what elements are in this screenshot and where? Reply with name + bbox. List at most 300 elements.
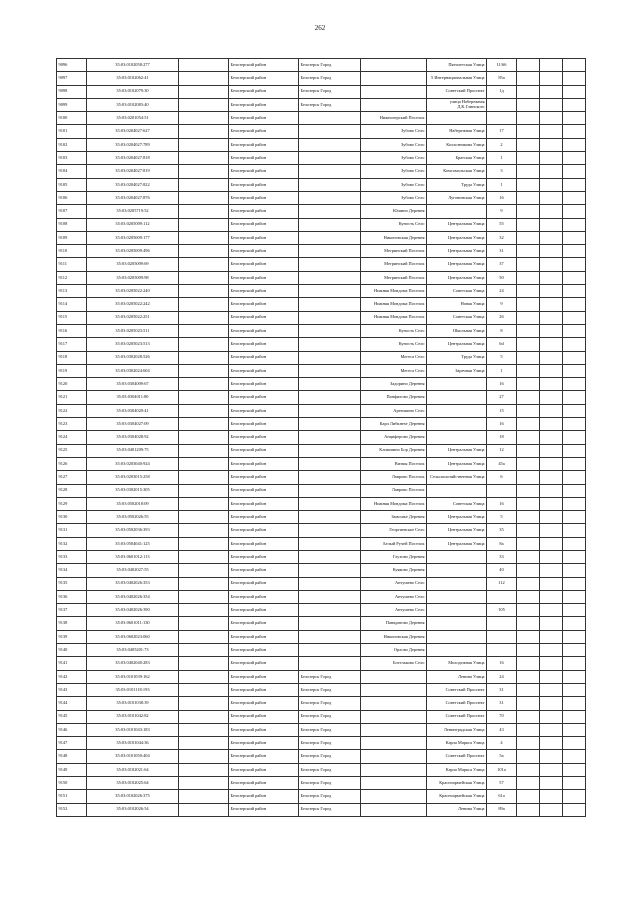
cell-num: 9136 xyxy=(57,590,87,603)
cell-empty xyxy=(517,710,540,723)
cell-settlement: Артюшино Село xyxy=(361,404,427,417)
cell-empty xyxy=(517,471,540,484)
cell-num: 9126 xyxy=(57,457,87,470)
cell-settlement: Лаврово Поселок xyxy=(361,484,427,497)
cell-district: Белозерский район xyxy=(229,431,299,444)
cell-cad: 35:03:0402040:283 xyxy=(87,657,179,670)
cell-empty xyxy=(179,298,229,311)
cell-city: Белозерск Город xyxy=(299,670,361,683)
cell-num: 9139 xyxy=(57,630,87,643)
cell-num: 9113 xyxy=(57,285,87,298)
cell-district: Белозерский район xyxy=(229,644,299,657)
cell-empty xyxy=(517,391,540,404)
table-row xyxy=(57,511,586,524)
table-row xyxy=(57,710,586,723)
cell-empty xyxy=(179,683,229,696)
cell-city xyxy=(299,471,361,484)
cell-num: 9107 xyxy=(57,205,87,218)
cell-city xyxy=(299,138,361,151)
cell-street: Красноармейская Улица xyxy=(427,790,487,803)
cell-city: Белозерск Город xyxy=(299,59,361,72)
cell-district: Белозерский район xyxy=(229,245,299,258)
cell-district: Белозерский район xyxy=(229,364,299,377)
cell-empty xyxy=(179,418,229,431)
cell-house: 1д xyxy=(487,85,517,98)
cell-num: 9104 xyxy=(57,165,87,178)
cell-empty xyxy=(179,471,229,484)
cell-empty xyxy=(563,245,586,258)
cell-empty xyxy=(179,324,229,337)
cell-house: 5а xyxy=(487,750,517,763)
cell-cad: 35:03:0204027:789 xyxy=(87,138,179,151)
cell-empty xyxy=(179,59,229,72)
cell-city: Белозерск Город xyxy=(299,750,361,763)
cell-num: 9100 xyxy=(57,112,87,125)
cell-cad: 35:03:0304011:80 xyxy=(87,391,179,404)
cell-house xyxy=(487,590,517,603)
table-row xyxy=(57,790,586,803)
cell-city xyxy=(299,311,361,324)
cell-num: 9151 xyxy=(57,790,87,803)
cell-empty xyxy=(540,338,563,351)
cell-district: Белозерский район xyxy=(229,98,299,111)
cell-empty xyxy=(517,484,540,497)
cell-city xyxy=(299,577,361,590)
cell-house: 70 xyxy=(487,710,517,723)
cell-empty xyxy=(563,723,586,736)
table-row xyxy=(57,737,586,750)
cell-empty xyxy=(540,484,563,497)
cell-empty xyxy=(517,657,540,670)
cell-cad: 35:03:0205009:98 xyxy=(87,271,179,284)
cell-empty xyxy=(179,338,229,351)
cell-district: Белозерский район xyxy=(229,590,299,603)
cell-house: 16 xyxy=(487,191,517,204)
cell-empty xyxy=(563,72,586,85)
cell-street: Центральная Улица xyxy=(427,524,487,537)
cell-empty xyxy=(563,431,586,444)
cell-settlement: Куность Село xyxy=(361,324,427,337)
cell-house: 17 xyxy=(487,125,517,138)
cell-street: Труда Улица xyxy=(427,178,487,191)
cell-cad: 35:03:0102058:277 xyxy=(87,59,179,72)
cell-district: Белозерский район xyxy=(229,165,299,178)
cell-house: 16 xyxy=(487,657,517,670)
cell-settlement: Куяково Деревня xyxy=(361,564,427,577)
cell-settlement: Антушево Село xyxy=(361,577,427,590)
cell-empty xyxy=(517,737,540,750)
cell-house: 45а xyxy=(487,457,517,470)
cell-cad: 35:03:0205009:69 xyxy=(87,258,179,271)
cell-cad: 35:03:0601011:130 xyxy=(87,617,179,630)
cell-empty xyxy=(563,497,586,510)
cell-empty xyxy=(517,112,540,125)
cell-district: Белозерский район xyxy=(229,790,299,803)
table-row xyxy=(57,364,586,377)
cell-empty xyxy=(540,285,563,298)
cell-cad: 35:03:0201054:51 xyxy=(87,112,179,125)
cell-district: Белозерский район xyxy=(229,497,299,510)
cell-empty xyxy=(540,364,563,377)
cell-house: 6d xyxy=(487,338,517,351)
cell-city xyxy=(299,497,361,510)
cell-street xyxy=(427,577,487,590)
cell-empty xyxy=(540,431,563,444)
cell-empty xyxy=(540,524,563,537)
cell-empty xyxy=(563,285,586,298)
cell-district: Белозерский район xyxy=(229,271,299,284)
cell-empty xyxy=(540,271,563,284)
cell-empty xyxy=(179,803,229,816)
table-row xyxy=(57,178,586,191)
table-row xyxy=(57,298,586,311)
cell-num: 9101 xyxy=(57,125,87,138)
cell-empty xyxy=(563,165,586,178)
cell-house: 31 xyxy=(487,683,517,696)
cell-empty xyxy=(517,298,540,311)
cell-house: 33 xyxy=(487,550,517,563)
cell-num: 9097 xyxy=(57,72,87,85)
cell-settlement xyxy=(361,790,427,803)
table-row xyxy=(57,152,586,165)
cell-empty xyxy=(517,550,540,563)
cell-cad: 35:03:0101043:183 xyxy=(87,723,179,736)
cell-cad: 35:03:0102021:64 xyxy=(87,763,179,776)
cell-empty xyxy=(563,537,586,550)
table-row xyxy=(57,723,586,736)
cell-district: Белозерский район xyxy=(229,511,299,524)
cell-district: Белозерский район xyxy=(229,391,299,404)
cell-num: 9145 xyxy=(57,710,87,723)
cell-empty xyxy=(179,98,229,111)
cell-empty xyxy=(563,683,586,696)
cell-house: 112 xyxy=(487,577,517,590)
cell-num: 9109 xyxy=(57,231,87,244)
table-row xyxy=(57,444,586,457)
cell-house: 31 xyxy=(487,697,517,710)
cell-city xyxy=(299,245,361,258)
cell-num: 9119 xyxy=(57,364,87,377)
cell-settlement xyxy=(361,683,427,696)
cell-street: Комсомольская Улица xyxy=(427,165,487,178)
cell-empty xyxy=(179,670,229,683)
cell-district: Белозерский район xyxy=(229,378,299,391)
cell-empty xyxy=(563,125,586,138)
cell-street: Центральная Улица xyxy=(427,271,487,284)
cell-settlement: Куность Село xyxy=(361,338,427,351)
cell-empty xyxy=(540,311,563,324)
cell-house: 16 xyxy=(487,418,517,431)
cell-empty xyxy=(540,125,563,138)
cell-cad: 35:03:0101050:404 xyxy=(87,750,179,763)
cell-empty xyxy=(540,617,563,630)
cell-num: 9128 xyxy=(57,484,87,497)
cell-house: 35 xyxy=(487,524,517,537)
cell-city xyxy=(299,511,361,524)
cell-num: 9146 xyxy=(57,723,87,736)
registry-table xyxy=(56,58,586,817)
cell-cad: 35:03:0302015:305 xyxy=(87,484,179,497)
cell-empty xyxy=(179,750,229,763)
cell-empty xyxy=(563,191,586,204)
table-row xyxy=(57,777,586,790)
cell-empty xyxy=(179,564,229,577)
cell-empty xyxy=(179,165,229,178)
cell-city xyxy=(299,418,361,431)
cell-city: Белозерск Город xyxy=(299,697,361,710)
cell-empty xyxy=(179,457,229,470)
cell-empty xyxy=(540,497,563,510)
cell-cad: 35:03:0203015:258 xyxy=(87,471,179,484)
cell-empty xyxy=(563,803,586,816)
cell-empty xyxy=(563,112,586,125)
cell-empty xyxy=(517,564,540,577)
cell-empty xyxy=(517,431,540,444)
cell-empty xyxy=(563,590,586,603)
cell-city xyxy=(299,444,361,457)
cell-house xyxy=(487,617,517,630)
table-row xyxy=(57,750,586,763)
cell-settlement: Зубово Село xyxy=(361,178,427,191)
cell-empty xyxy=(563,178,586,191)
cell-empty xyxy=(517,444,540,457)
cell-settlement: Визмы Поселок xyxy=(361,457,427,470)
cell-num: 9130 xyxy=(57,511,87,524)
cell-cad: 35:03:0402026:354 xyxy=(87,590,179,603)
table-row xyxy=(57,311,586,324)
cell-empty xyxy=(179,617,229,630)
table-row xyxy=(57,497,586,510)
cell-empty xyxy=(179,218,229,231)
cell-empty xyxy=(179,231,229,244)
table-row xyxy=(57,391,586,404)
cell-city xyxy=(299,351,361,364)
cell-empty xyxy=(179,178,229,191)
cell-street xyxy=(427,644,487,657)
cell-street: Ленина Улица xyxy=(427,803,487,816)
cell-house: 89а xyxy=(487,803,517,816)
table-row xyxy=(57,72,586,85)
cell-street: Центральная Улица xyxy=(427,338,487,351)
cell-district: Белозерский район xyxy=(229,138,299,151)
cell-num: 9131 xyxy=(57,524,87,537)
cell-street: Луговинская Улица xyxy=(427,191,487,204)
cell-house: 16 xyxy=(487,497,517,510)
cell-empty xyxy=(179,258,229,271)
cell-cad: 35:03:0402026:390 xyxy=(87,604,179,617)
cell-house: 105 xyxy=(487,604,517,617)
cell-cad: 35:03:0205022:242 xyxy=(87,298,179,311)
cell-empty xyxy=(517,85,540,98)
cell-empty xyxy=(179,431,229,444)
cell-num: 9138 xyxy=(57,617,87,630)
cell-num: 9135 xyxy=(57,577,87,590)
cell-empty xyxy=(540,737,563,750)
cell-empty xyxy=(517,138,540,151)
table-row xyxy=(57,697,586,710)
cell-settlement: Лаврово Поселок xyxy=(361,471,427,484)
cell-city: Белозерск Город xyxy=(299,803,361,816)
cell-num: 9147 xyxy=(57,737,87,750)
cell-house xyxy=(487,484,517,497)
cell-cad: 35:03:0205009:496 xyxy=(87,245,179,258)
cell-num: 9106 xyxy=(57,191,87,204)
cell-street xyxy=(427,590,487,603)
cell-street: Советская Улица xyxy=(427,311,487,324)
cell-empty xyxy=(563,311,586,324)
cell-house: 57 xyxy=(487,777,517,790)
cell-street xyxy=(427,630,487,643)
cell-num: 9140 xyxy=(57,644,87,657)
cell-empty xyxy=(517,351,540,364)
cell-num: 9120 xyxy=(57,378,87,391)
cell-empty xyxy=(517,644,540,657)
cell-empty xyxy=(517,697,540,710)
cell-empty xyxy=(517,178,540,191)
cell-district: Белозерский район xyxy=(229,750,299,763)
cell-cad: 35:03:0204027:822 xyxy=(87,178,179,191)
cell-settlement xyxy=(361,98,427,111)
cell-empty xyxy=(179,644,229,657)
cell-street xyxy=(427,404,487,417)
cell-settlement: Никоновская Деревня xyxy=(361,231,427,244)
cell-empty xyxy=(563,351,586,364)
cell-city: Белозерск Город xyxy=(299,723,361,736)
cell-empty xyxy=(517,670,540,683)
cell-num: 9137 xyxy=(57,604,87,617)
table-row xyxy=(57,431,586,444)
cell-cad: 35:03:0205023:511 xyxy=(87,324,179,337)
cell-empty xyxy=(540,763,563,776)
cell-cad: 35:03:0101038:39 xyxy=(87,697,179,710)
cell-empty xyxy=(179,152,229,165)
cell-settlement: Панфилово Деревня xyxy=(361,391,427,404)
cell-city xyxy=(299,484,361,497)
cell-settlement: Орлово Деревня xyxy=(361,644,427,657)
cell-empty xyxy=(563,457,586,470)
cell-street xyxy=(427,112,487,125)
cell-empty xyxy=(517,191,540,204)
cell-settlement: Анциферово Деревня xyxy=(361,431,427,444)
cell-settlement: Зубово Село xyxy=(361,165,427,178)
table-row xyxy=(57,617,586,630)
cell-district: Белозерский район xyxy=(229,604,299,617)
cell-num: 9127 xyxy=(57,471,87,484)
cell-empty xyxy=(179,497,229,510)
cell-empty xyxy=(179,351,229,364)
cell-street: Центральная Улица xyxy=(427,511,487,524)
cell-city xyxy=(299,657,361,670)
cell-num: 9123 xyxy=(57,418,87,431)
cell-city: Белозерск Город xyxy=(299,790,361,803)
cell-street xyxy=(427,484,487,497)
cell-house xyxy=(487,644,517,657)
cell-district: Белозерский район xyxy=(229,324,299,337)
cell-district: Белозерский район xyxy=(229,537,299,550)
cell-settlement: Панкратово Деревня xyxy=(361,617,427,630)
cell-street xyxy=(427,391,487,404)
cell-empty xyxy=(540,564,563,577)
table-row xyxy=(57,324,586,337)
cell-street xyxy=(427,550,487,563)
cell-num: 9133 xyxy=(57,550,87,563)
cell-empty xyxy=(517,763,540,776)
cell-settlement: Юшино Деревня xyxy=(361,205,427,218)
cell-empty xyxy=(517,271,540,284)
cell-empty xyxy=(540,391,563,404)
cell-cad: 35:03:0204027:627 xyxy=(87,125,179,138)
cell-cad: 35:03:0205009:112 xyxy=(87,218,179,231)
cell-empty xyxy=(517,338,540,351)
cell-city xyxy=(299,324,361,337)
cell-district: Белозерский район xyxy=(229,59,299,72)
cell-empty xyxy=(563,710,586,723)
cell-cad: 35:03:0205022:251 xyxy=(87,311,179,324)
cell-house: 11/66 xyxy=(487,59,517,72)
cell-empty xyxy=(517,630,540,643)
cell-district: Белозерский район xyxy=(229,763,299,776)
cell-street: Пятилетская Улица xyxy=(427,59,487,72)
cell-house: 61а xyxy=(487,790,517,803)
cell-settlement: Зубово Село xyxy=(361,191,427,204)
cell-settlement xyxy=(361,803,427,816)
cell-cad: 35:03:0304020:41 xyxy=(87,404,179,417)
cell-settlement xyxy=(361,72,427,85)
cell-cad: 35:03:0304027:09 xyxy=(87,418,179,431)
cell-num: 9143 xyxy=(57,683,87,696)
cell-empty xyxy=(179,537,229,550)
cell-empty xyxy=(179,604,229,617)
cell-settlement xyxy=(361,723,427,736)
cell-settlement: Замошье Деревня xyxy=(361,511,427,524)
table-row xyxy=(57,657,586,670)
cell-empty xyxy=(517,245,540,258)
table-row xyxy=(57,644,586,657)
cell-num: 9103 xyxy=(57,152,87,165)
table-row xyxy=(57,630,586,643)
cell-district: Белозерский район xyxy=(229,85,299,98)
cell-city xyxy=(299,617,361,630)
cell-settlement: Климшино Бор Деревня xyxy=(361,444,427,457)
cell-settlement: Задорино Деревня xyxy=(361,378,427,391)
table-row xyxy=(57,258,586,271)
cell-empty xyxy=(179,590,229,603)
table-row xyxy=(57,205,586,218)
cell-district: Белозерский район xyxy=(229,298,299,311)
cell-settlement: Мегринский Поселок xyxy=(361,271,427,284)
cell-empty xyxy=(540,138,563,151)
cell-empty xyxy=(563,564,586,577)
cell-street: Советская Улица xyxy=(427,285,487,298)
table-row xyxy=(57,670,586,683)
cell-cad: 35:03:0102083:40 xyxy=(87,98,179,111)
cell-num: 9105 xyxy=(57,178,87,191)
cell-cad: 35:03:0101039:162 xyxy=(87,670,179,683)
registry-body xyxy=(57,59,586,817)
cell-street: Центральная Улица xyxy=(427,537,487,550)
cell-empty xyxy=(540,710,563,723)
cell-empty xyxy=(179,404,229,417)
cell-city xyxy=(299,364,361,377)
cell-empty xyxy=(563,617,586,630)
cell-cad: 35:03:0102025:64 xyxy=(87,777,179,790)
cell-empty xyxy=(179,524,229,537)
cell-district: Белозерский район xyxy=(229,803,299,816)
cell-settlement: Мегеса Село xyxy=(361,351,427,364)
cell-empty xyxy=(517,750,540,763)
table-row xyxy=(57,191,586,204)
cell-settlement: Зубово Село xyxy=(361,138,427,151)
